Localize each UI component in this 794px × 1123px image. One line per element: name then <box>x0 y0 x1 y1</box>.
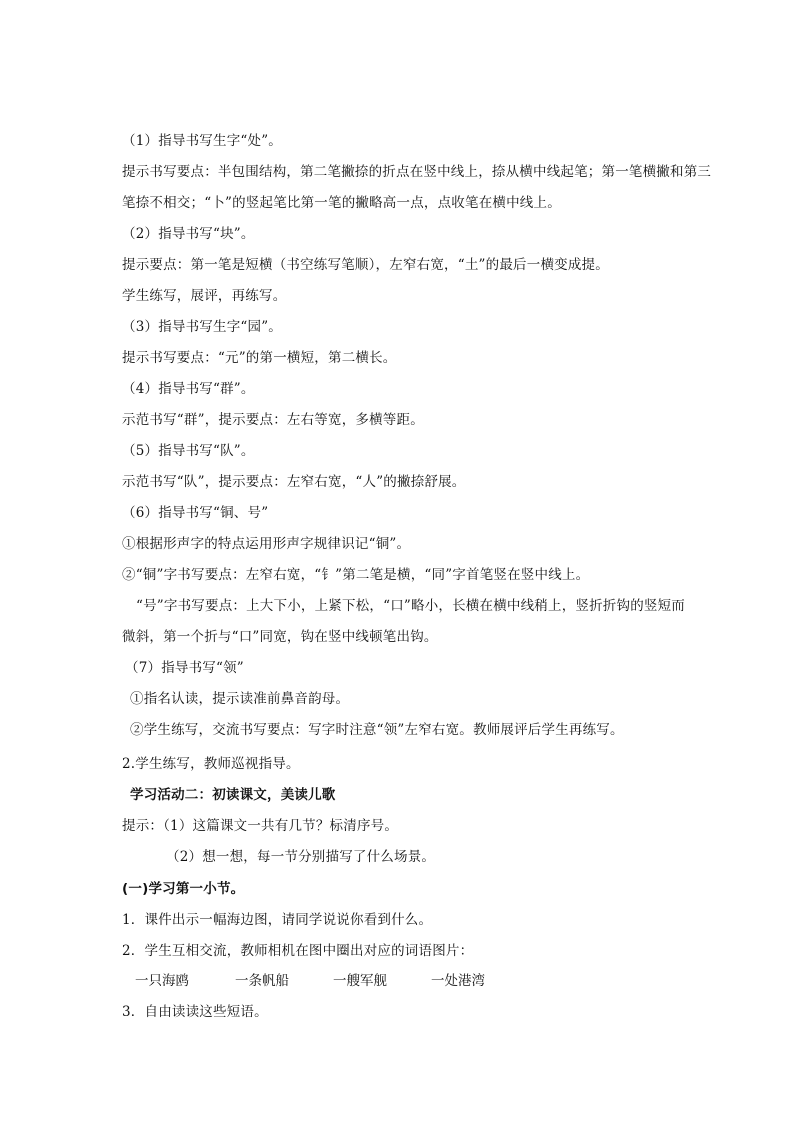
text-line: （1）指导书写生字“处”。 <box>122 133 282 149</box>
text-line: “号”字书写要点：上大下小，上紧下松，“口”略小，长横在横中线稍上，竖折折钩的竖短而 <box>136 598 686 614</box>
phrase-item: 一处港湾 <box>431 973 485 989</box>
text-line: ①指名认读，提示读准前鼻音韵母。 <box>130 691 350 707</box>
text-line: ②“铜”字书写要点：左窄右宽，“钅”第二笔是横，“同”字首笔竖在竖中线上。 <box>122 567 590 583</box>
text-line: 提示书写要点：“元”的第一横短，第二横长。 <box>122 350 397 366</box>
text-line: 3．自由读读这些短语。 <box>122 1004 268 1020</box>
text-line: （4）指导书写“群”。 <box>122 381 255 397</box>
text-line: 示范书写“队”，提示要点：左窄右宽，“人”的撇捺舒展。 <box>122 474 466 490</box>
text-line: 提示：（1）这篇课文一共有几节？标清序号。 <box>122 818 399 834</box>
section-heading: 学习活动二：初读课文，美读儿歌 <box>130 787 336 803</box>
text-line: 学生练写，展评，再练写。 <box>122 288 287 304</box>
phrase-item: 一只海鸥 <box>135 973 189 989</box>
text-line: （6）指导书写“铜、号” <box>122 505 269 521</box>
text-line: 2．学生互相交流，教师相机在图中圈出对应的词语图片： <box>122 943 474 959</box>
text-line: （2）想一想，每一节分别描写了什么场景。 <box>166 849 436 865</box>
text-line: （7）指导书写“领” <box>125 660 244 676</box>
phrase-item: 一条帆船 <box>235 973 289 989</box>
text-line: ①根据形声字的特点运用形声字规律识记“铜”。 <box>122 536 411 552</box>
subsection-heading: (一)学习第一小节。 <box>122 881 245 897</box>
text-line: 提示书写要点：半包围结构，第二笔撇捺的折点在竖中线上，捺从横中线起笔；第一笔横撇和第三 <box>122 164 712 180</box>
text-line: （5）指导书写“队”。 <box>122 443 255 459</box>
text-line: ②学生练写，交流书写要点：写字时注意“领”左窄右宽。教师展评后学生再练写。 <box>130 722 624 738</box>
text-line: 2.学生练写，教师巡视指导。 <box>122 756 300 772</box>
text-line: （3）指导书写生字“园”。 <box>122 319 282 335</box>
text-line: 1．课件出示一幅海边图，请同学说说你看到什么。 <box>122 912 433 928</box>
text-line: 示范书写“群”，提示要点：左右等宽，多横等距。 <box>122 412 424 428</box>
text-line: 提示要点：第一笔是短横（书空练写笔顺），左窄右宽，“土”的最后一横变成提。 <box>122 257 609 273</box>
phrase-item: 一艘军舰 <box>333 973 387 989</box>
text-line: 微斜，第一个折与“口”同宽，钩在竖中线顿笔出钩。 <box>122 629 438 645</box>
phrase-list <box>135 971 555 991</box>
text-line: （2）指导书写“块”。 <box>122 226 255 242</box>
text-line: 笔捺不相交；“卜”的竖起笔比第一笔的撇略高一点，点收笔在横中线上。 <box>122 195 561 211</box>
